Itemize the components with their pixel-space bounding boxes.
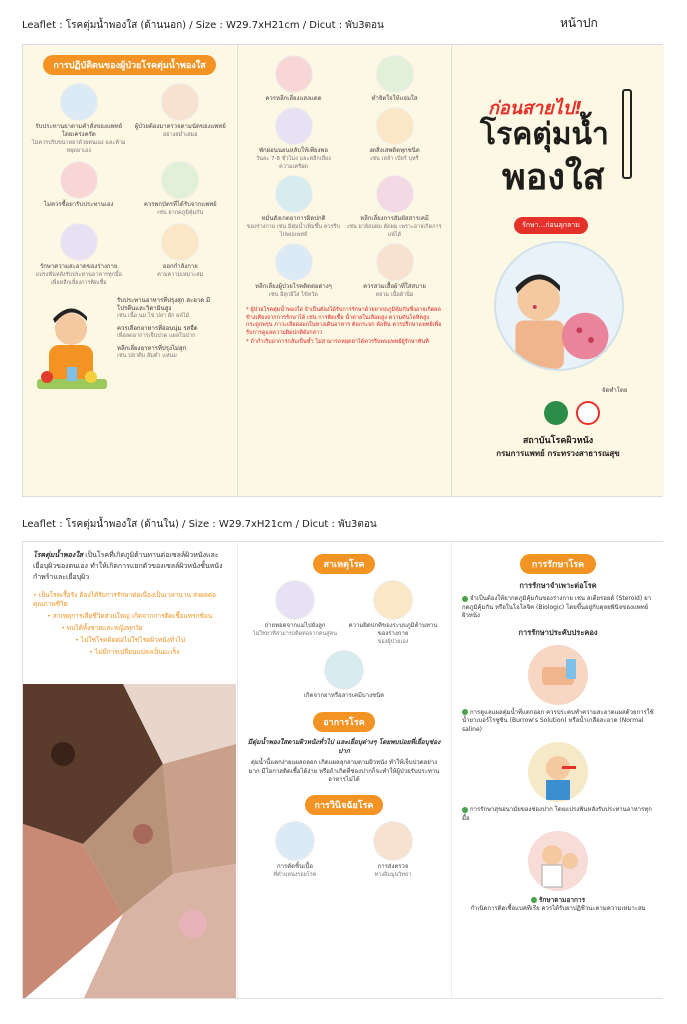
cover-title-line1: โรคตุ่มน้ำ — [480, 117, 609, 152]
item-subtitle: หลวม เนื้อผ้านิ่ม — [375, 292, 414, 298]
item-title: ออกกำลังกาย — [162, 263, 198, 270]
food-advice-title: ควรเลือกอาหารที่อ่อนนุ่ม รสจืด — [117, 325, 198, 332]
info-item — [133, 161, 229, 217]
oral-care-text: การรักษาสุขอนามัยของช่องปาก โดยแปรงฟันหลังรับประทานอาหารทุกมื้อ — [462, 806, 652, 822]
patient-illustration — [494, 241, 624, 371]
item-subtitle: ของร่างกาย เช่น มีตุ่มน้ำเพิ่มขึ้น ควรรีบไปพบแพทย์ — [246, 224, 341, 238]
diagnosis-title: การวินิจฉัยโรค — [305, 795, 384, 815]
supportive-heading: การรักษาประคับประคอง — [518, 627, 598, 637]
item-subtitle: วันละ 7-8 ชั่วโมง และหลีกเลี่ยงความเครียด — [256, 156, 331, 170]
food-advice-sub: เพื่อลดอาการเจ็บปวด แผลในปาก — [117, 333, 196, 339]
item-title: ไม่ควรซื้อยารับประทานเอง — [44, 201, 114, 208]
item-title: พักผ่อนนอนหลับให้เพียงพอ — [259, 147, 328, 154]
info-item — [246, 107, 341, 171]
illustration-icon — [275, 580, 315, 620]
institute-logo-icon — [576, 401, 600, 425]
info-item — [347, 175, 442, 239]
lifestyle-grid — [246, 55, 442, 299]
info-item — [246, 55, 341, 103]
cause-list — [246, 580, 442, 704]
cover-title-line2: พองใส — [502, 157, 605, 198]
side-effect-note: * ผู้ป่วยโรคตุ่มน้ำพองใส จำเป็นต้องได้รับการรักษาด้วยยากดภูมิคุ้มกันซึ่งอาจเกิดผลข้างเคียงจากการรักษาได้ เช่น การติดเชื้อ น้ำตาลในเลือดสูง ความดันโลหิตสูง กระดูกพรุน ภาวะเลือดออกในทางเดินอาหาร ต้อกระจก ต้อหิน ควรปรึกษาแพทย์เพื่อรับการดูแลความผิดปกติดังกล่าว — [246, 307, 442, 336]
specific-treatment-heading: การรักษาจำเพาะต่อโรค — [519, 581, 597, 590]
item-title: ผู้ป่วยต้องมาตรวจตามนัดของแพทย์ — [134, 123, 226, 130]
item-subtitle: ทางอิมมูนวิทยา — [374, 871, 412, 878]
info-item — [31, 223, 127, 287]
item-subtitle: อย่างสม่ำเสมอ — [162, 132, 198, 138]
item-title: ถ่ายทอดจากแม่ไปยังลูก — [264, 622, 326, 629]
cause-title: สาเหตุโรค — [313, 554, 374, 574]
item-subtitle: ของผู้ป่วยเอง — [377, 639, 409, 645]
item-title: รับประทานยาตามคำสั่งของแพทย์โดยเคร่งครัด — [35, 123, 123, 138]
check-icon — [462, 709, 468, 715]
cover-tagline: ก่อนสายไป! — [488, 98, 583, 119]
item-title: การตัดชิ้นเนื้อ — [277, 862, 313, 870]
food-advice — [117, 345, 228, 360]
intro-paragraph — [23, 542, 236, 591]
item-title: ความผิดปกติของระบบภูมิต้านทานของร่างกาย — [348, 622, 438, 637]
cover-pill: รักษา...ก่อนลุกลาม — [514, 217, 588, 234]
item-title: การส่งตรวจ — [377, 862, 409, 870]
food-list — [113, 297, 228, 405]
info-item — [246, 243, 341, 299]
about-bullet: • ไม่มีการเปลี่ยนแปลงเป็นมะเร็ง — [89, 648, 180, 656]
food-advice-sub: เช่น เนื้อ นม ไข่ ปลา ผัก ผลไม้ — [117, 313, 190, 319]
symptomatic-heading: รักษาตามอาการ — [462, 895, 654, 905]
top-leaflet-label: Leaflet : โรคตุ่มน้ำพองใส (ด้านนอก) / Size : W29.7xH21cm / Dicut : พับ3ตอน — [22, 20, 384, 31]
info-item — [133, 83, 229, 155]
skin-photo-collage — [23, 684, 236, 998]
item-title: หมั่นสังเกตอาการผิดปกติ — [261, 215, 326, 222]
item-title: หลีกเลี่ยงการสัมผัสสารเคมี — [360, 215, 429, 222]
food-illustration — [31, 297, 113, 405]
item-title: เกิดจากยาหรือสารเคมีบางชนิด — [303, 692, 385, 699]
illustration-icon — [376, 55, 414, 93]
info-item — [347, 243, 442, 299]
specific-treatment-text: จำเป็นต้องให้ยากดภูมิคุ้มกันของร่างกาย เช่น สเตียรอยด์ (Steroid) ยากดภูมิคุ้มกัน หรือในโอโลจิค (Biologic) โดยขึ้นอยู่กับดุลยพินิจของแพทย์ผิวหนัง — [462, 595, 651, 619]
iv-drip-icon — [622, 89, 632, 179]
illustration-icon — [373, 821, 413, 861]
relapse-note: * ถ้ากำเริบอาการกลับเป็นซ้ำ ไม่สามารถหยุดยาได้ควรรีบพบแพทย์ผู้รักษาทันที — [246, 339, 429, 345]
info-item — [133, 223, 229, 287]
org-line1: สถาบันโรคผิวหนัง — [522, 436, 594, 446]
item-subtitle: เช่น ยาย้อมผม ดัดผม เพราะอาจเกิดการแพ้ได้ — [347, 224, 442, 238]
care-title: การปฏิบัติตนของผู้ป่วยโรคตุ่มน้ำพองใส — [43, 55, 215, 75]
treatment-title: การรักษาโรค — [520, 554, 596, 574]
diagnosis-list — [246, 821, 442, 879]
symptomatic-text: กำเนิดการติดเชื้อแบคทีเรีย ควรได้รับยาปฏิชีวนะตามความเหมาะสม — [470, 905, 646, 912]
doctor-illustration — [528, 831, 588, 891]
item-title: ควรหลีกเลี่ยงแสงแดด — [265, 95, 322, 102]
food-advice — [117, 325, 228, 340]
cause-item — [297, 650, 392, 700]
symptom-lead: มีตุ่มน้ำพองใสตามผิวหนังทั่วไป และเยื่อบุต่างๆ โดยพบบ่อยที่เยื่อบุช่องปาก — [247, 738, 441, 755]
about-panel — [23, 542, 236, 998]
cause-item — [346, 580, 441, 646]
info-item — [246, 175, 341, 239]
info-item — [250, 821, 340, 879]
illustration-icon — [60, 161, 98, 199]
care-grid — [31, 83, 228, 287]
lifestyle-panel — [237, 45, 450, 496]
intro-bold: โรคตุ่มน้ำพองใส — [33, 551, 84, 559]
inner-sheet — [22, 541, 663, 999]
wound-care-text: การดูแลแผลตุ่มน้ำที่แตกออก ควรประคบทำความสะอาดแผลด้วยการใช้น้ำยาเบอร์โรซูซิน (Burrow's Solution) หรือน้ำเกลือสะอาด (Normal saline) — [462, 708, 654, 733]
info-item — [346, 580, 441, 646]
info-item — [347, 55, 442, 103]
item-subtitle: เช่น อีสุกอีใส ไข้หวัด — [268, 292, 319, 298]
item-title: ทำจิตใจให้แจ่มใส — [371, 95, 418, 102]
item-title: รักษาความสะอาดของร่างกาย — [40, 263, 118, 270]
about-bullet: • พบได้ทั้งชายและหญิงทุกวัย — [61, 624, 143, 632]
check-icon — [531, 897, 537, 903]
about-bullet: • เป็นโรคเรื้อรัง ต้องได้รับการรักษาต่อเนื่องเป็นเวลานาน ส่งผลต่อคุณภาพชีวิต — [33, 591, 217, 608]
illustration-icon — [324, 650, 364, 690]
item-title: ควรพกบัตรที่ได้รับจากแพทย์ — [143, 201, 217, 208]
illustration-icon — [275, 243, 313, 281]
item-subtitle: เช่น ยากดภูมิคุ้มกัน — [157, 210, 204, 216]
info-item — [347, 107, 442, 171]
outer-sheet — [22, 44, 663, 497]
illustration-icon — [376, 107, 414, 145]
info-item — [297, 650, 392, 700]
symptom-title: อาการโรค — [313, 712, 374, 732]
item-title: งดสิ่งเสพติดทุกชนิด — [369, 147, 420, 154]
food-advice — [117, 297, 228, 320]
info-item — [31, 83, 127, 155]
wound-care-illustration — [528, 645, 588, 705]
info-item — [248, 580, 343, 638]
item-title: หลีกเลี่ยงผู้ป่วยโรคติดต่อต่างๆ — [255, 283, 332, 290]
cover-panel — [451, 45, 664, 496]
illustration-icon — [161, 83, 199, 121]
item-subtitle: ไม่ควรปรับขนาดยาด้วยตนเอง และห้ามหยุดยาเอง — [31, 140, 126, 154]
illustration-icon — [275, 55, 313, 93]
front-cover-label: หน้าปก — [560, 16, 598, 30]
item-subtitle: ไม่ใช่ยาที่สามารถติดต่อจากคนสู่คน — [252, 631, 338, 637]
item-subtitle: ตามความเหมาะสม — [157, 272, 204, 278]
item-title: ควรสวมเสื้อผ้าที่ใส่สบาย — [363, 283, 426, 290]
about-bullet: • ไม่ใช่โรคติดต่อไม่ใช่โรคผิวหนังทั่วไป — [75, 636, 186, 644]
diagnosis-item — [348, 821, 438, 879]
about-bullets — [23, 591, 236, 657]
ministry-logo-icon — [544, 401, 568, 425]
cause-item — [248, 580, 343, 646]
org-line2: กรมการแพทย์ กระทรวงสาธารณสุข — [496, 449, 620, 458]
item-subtitle: ที่ตำแหน่งรอยโรค — [273, 871, 317, 878]
food-advice-title: หลีกเลี่ยงอาหารที่ปรุงไม่สุก — [117, 345, 187, 352]
org-by-label: จัดทำโดย — [602, 387, 628, 394]
info-item — [31, 161, 127, 217]
item-subtitle: แปรงฟันหลังรับประทานอาหารทุกมื้อ เพื่อหลีกเลี่ยงการติดเชื้อ — [35, 272, 122, 286]
illustration-icon — [60, 83, 98, 121]
about-bullet: • สาเหตุการเสียชีวิตส่วนใหญ่ เกิดจากการติดเชื้อแทรกซ้อน — [47, 612, 213, 620]
treatment-panel — [451, 542, 664, 998]
cause-panel — [237, 542, 450, 998]
diagnosis-item — [250, 821, 340, 879]
check-icon — [462, 596, 468, 602]
item-subtitle: เช่น เหล้า เบียร์ บุหรี่ — [370, 156, 419, 162]
illustration-icon — [161, 161, 199, 199]
food-advice-title: รับประทานอาหารที่ปรุงสุก สะอาด มีโปรตีนและวิตามินสูง — [117, 297, 210, 312]
symptom-body: ตุ่มน้ำนี้แตกง่ายแผลถลอก เกิดแผลลุกลามตามผิวหนัง ทำให้เจ็บปวดอย่างมาก มีโอกาสติดเชื้อได้ง่าย หรือถ้าเกิดที่ช่องปากก็จะทำให้ผู้ป่วยรับประทานอาหารไม่ได้ — [248, 759, 440, 783]
illustration-icon — [376, 243, 414, 281]
check-icon — [462, 807, 468, 813]
illustration-icon — [275, 175, 313, 213]
intro-text: เป็นโรคที่เกิดภูมิต้านทานต่อเซลล์ผิวหนังและเยื่อบุผิวของตนเอง ทำให้เกิดการแยกตัวของเซลล์ผิวหนังชั้นหนังกำพร้าและเยื่อบุผิว — [33, 551, 223, 581]
bottom-leaflet-label: Leaflet : โรคตุ่มน้ำพองใส (ด้านใน) / Size : W29.7xH21cm / Dicut : พับ3ตอน — [22, 519, 377, 530]
brushing-teeth-illustration — [528, 742, 588, 802]
care-panel — [23, 45, 236, 496]
illustration-icon — [275, 107, 313, 145]
illustration-icon — [60, 223, 98, 261]
info-item — [348, 821, 438, 879]
illustration-icon — [376, 175, 414, 213]
illustration-icon — [161, 223, 199, 261]
illustration-icon — [373, 580, 413, 620]
illustration-icon — [275, 821, 315, 861]
food-advice-sub: เช่น ปลาดิบ ส้มตำ แหนม — [117, 353, 177, 359]
